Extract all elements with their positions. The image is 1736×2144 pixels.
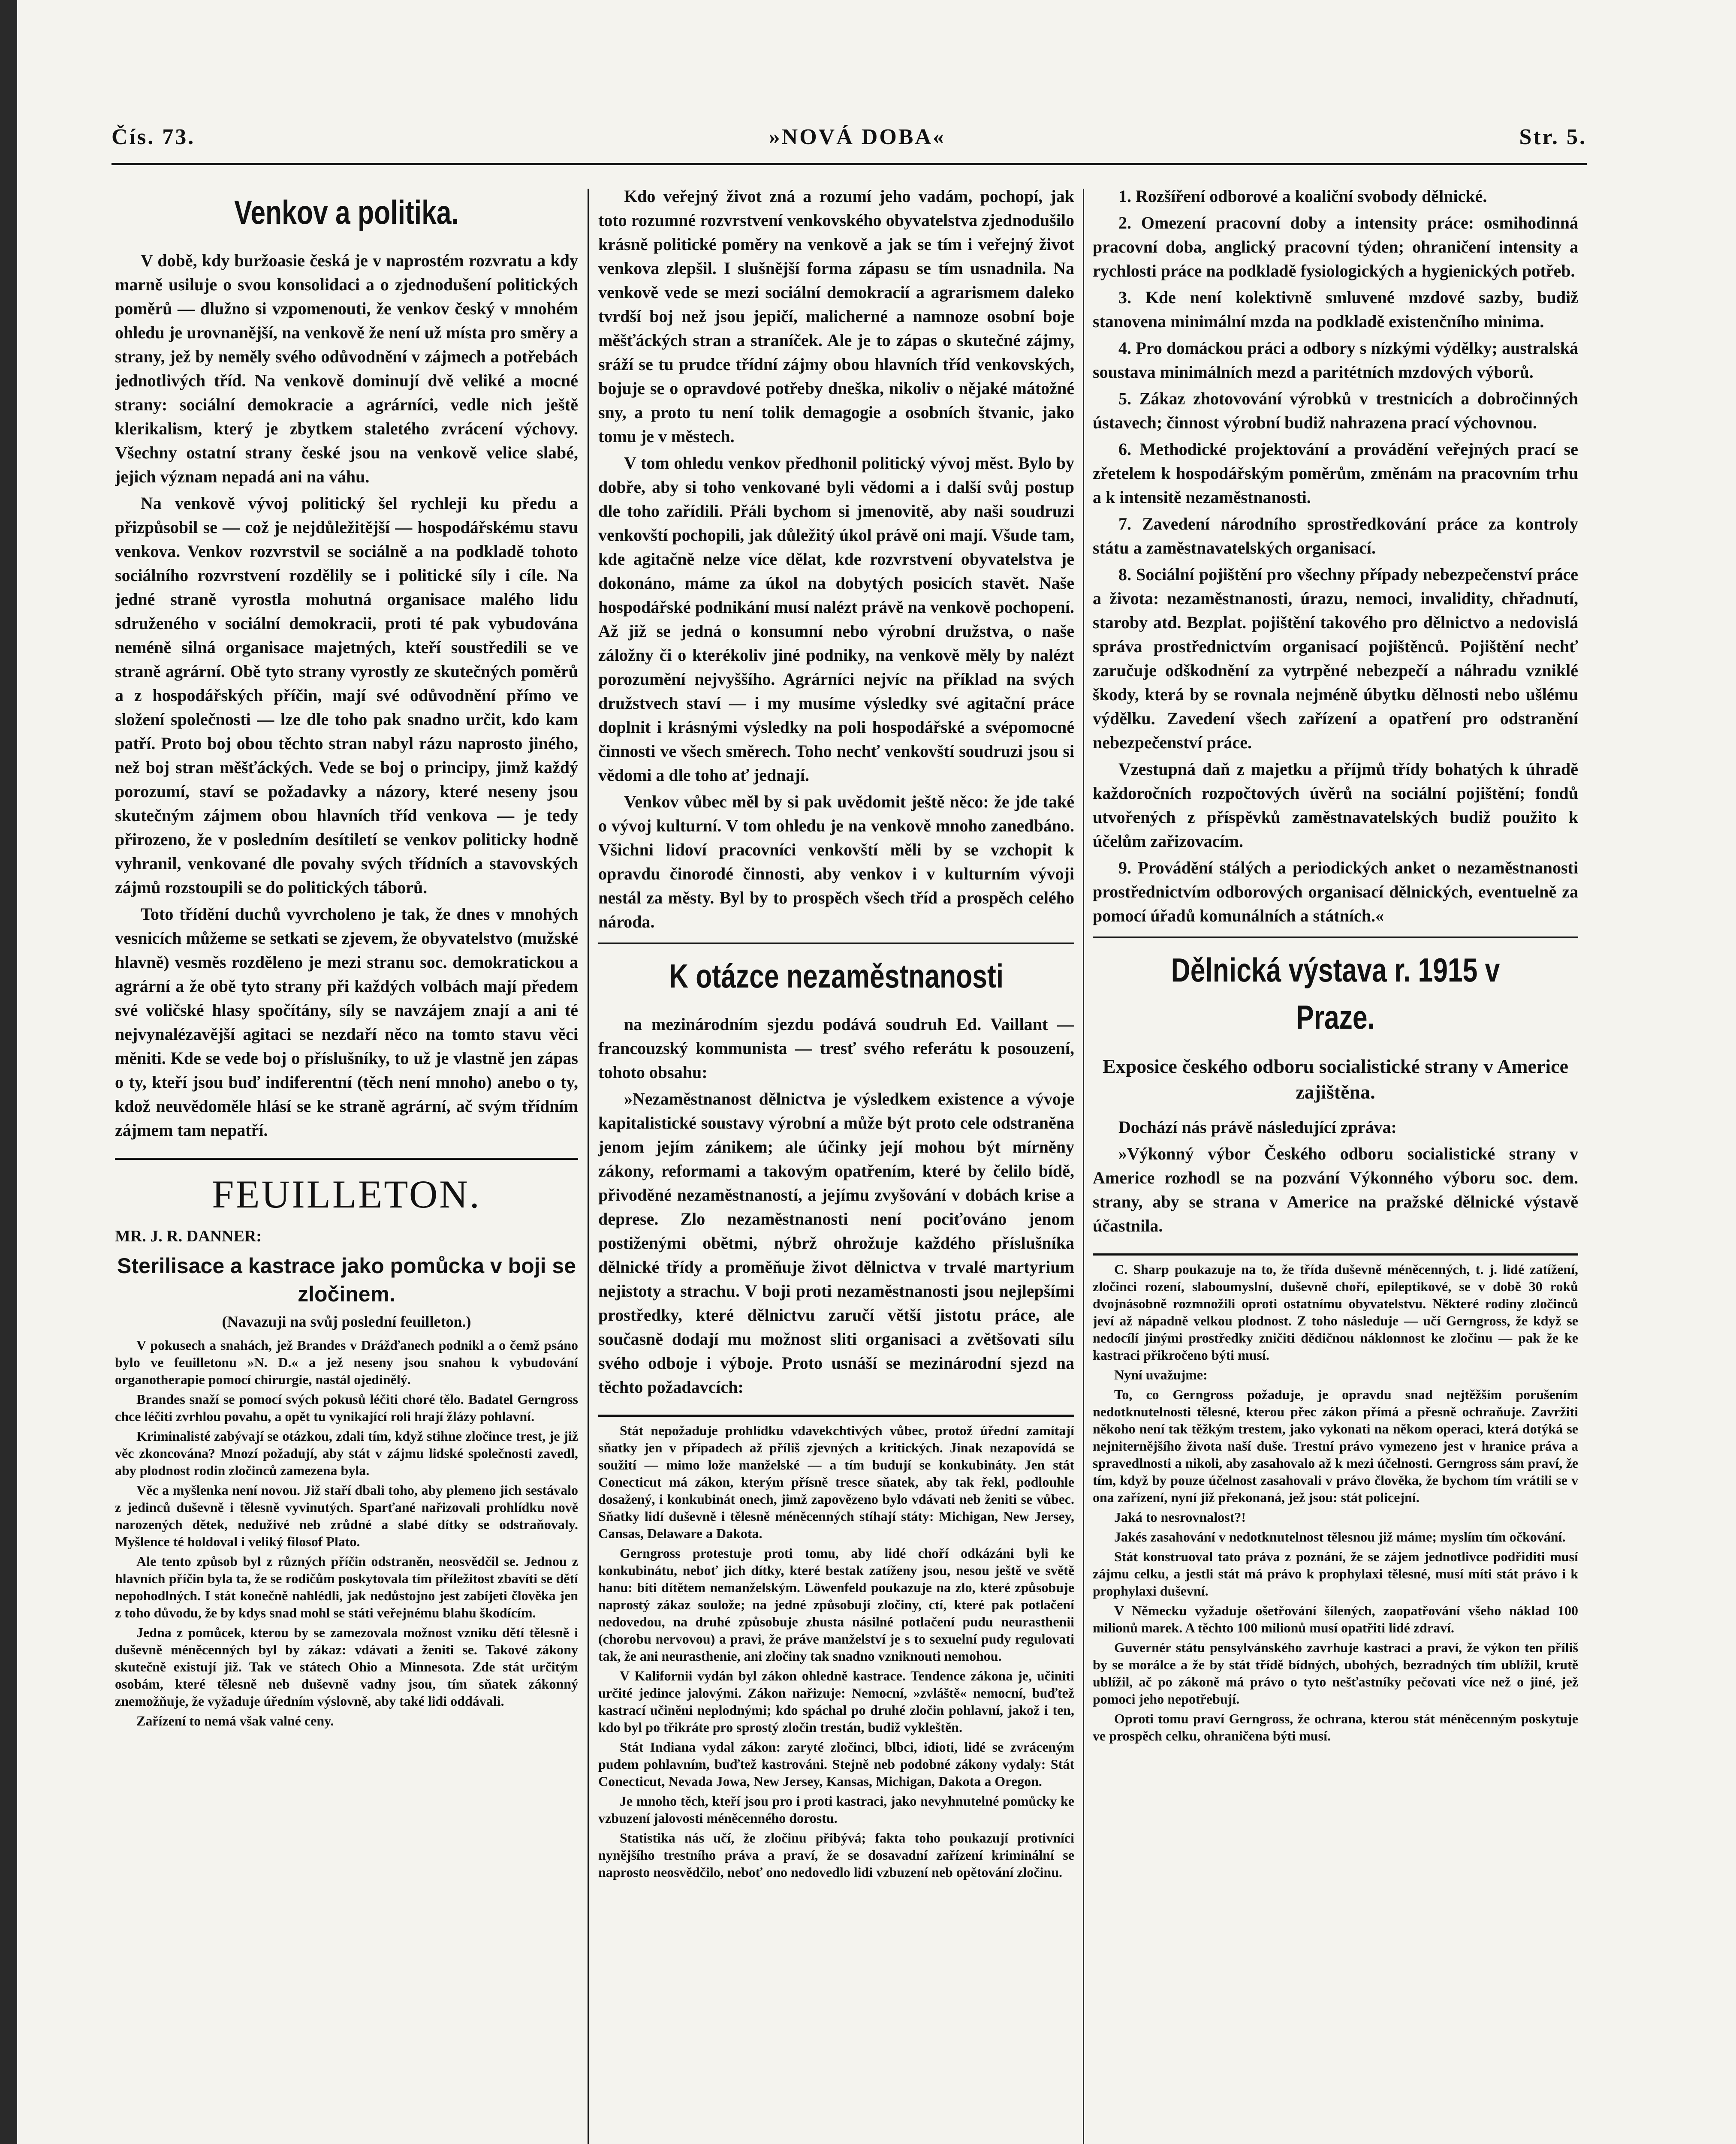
list-item: Vzestupná daň z majetku a příjmů třídy bohatých k úhradě každoročních rozpočtových úvěrů na sociální pojištění; fondů utvořených z příspěvků zaměstnavatelských budiž použito k účelům zařizovacím.	[1093, 759, 1578, 851]
paragraph: Kriminalisté zabývají se otázkou, zdali tím, když stihne zločince trest, je již věc zkoncována? Mnozí požadují, aby stát v zájmu lidské společnosti zavedl, aby plodnost rodin zločinců zamezena byla.	[115, 1428, 578, 1478]
paragraph: V pokusech a snahách, jež Brandes v Drážďanech podnikl a o čemž psáno bylo ve feuilletonu »N. D.« a jež neseny jsou snahou k vybudování organotherapie pomocí chirurgie, nastál ojedinělý.	[115, 1337, 578, 1387]
paragraph: Na venkově vývoj politický šel rychleji ku předu a přizpůsobil se — což je nejdůležitější — hospodářskému stavu venkova. Venkov rozvrstvil se sociálně a na podkladě tohoto sociálního rozvrstvení rozdělily se i politické síly i cíle. Na jedné straně vyrostla mohutná organisace malého lidu sdruženého v sociální demokracii, proti té pak vybudována neméně silná organisace majetných, kteří soustředili se ve straně agrární. Obě tyto strany vyrostly ze skutečných poměrů a z hospodářských příčin, mají své odůvodnění přímo ve složení společnosti — lze dle toho pak snadno určit, kdo kam patří. Proto boj obou těchto stran nabyl rázu naprosto jiného, než boj stran měšťáckých. Vede se boj o principy, jimž každý porozumí, staví se požadavky a názory, které neseny jsou skutečným zájmem obou hlavních tříd venkova — je tedy přirozeno, že v posledním desítiletí se venkov politicky hodně vyhranil, venkované dle povahy svých třídních a stavovských zájmů rozstoupili se do politických táborů.	[115, 494, 578, 897]
paragraph: Nyní uvažujme:	[1114, 1367, 1208, 1382]
article-subtitle-vystava: Exposice českého odboru socialistické strany v Americe zajištěna.	[1102, 1055, 1568, 1103]
list-item: 1. Rozšíření odborové a koaliční svobody dělnické.	[1118, 187, 1487, 206]
paragraph: Věc a myšlenka není novou. Již staří dbali toho, aby plemeno jich sestávalo z jedinců duševně i tělesně vyvinutých. Sparťané nařizovali prohlídku nově narozených dětek, neduživé neb zrůdné a slabé dítky se odstraňovaly. Myšlence té holdoval i veliký filosof Plato.	[115, 1482, 578, 1549]
page-header	[112, 124, 1587, 165]
paragraph: na mezinárodním sjezdu podává soudruh Ed. Vaillant — francouzský kommunista — tresť svého referátu k posouzení, tohoto obsahu:	[598, 1015, 1074, 1082]
section-rule	[598, 943, 1074, 944]
column-rule	[1083, 189, 1084, 2144]
paragraph: V době, kdy buržoasie česká je v naprostém rozvratu a kdy marně usiluje o svou konsolidaci a o zjednodušení politických poměrů — dlužno si vzpomenouti, že venkov český v mnohém ohledu je urovnanější, na venkově že není už místa pro směry a strany, jež by neměly svého odůvodnění v zájmech a potřebách jednotlivých tříd. Na venkově dominují dvě veliké a mocné strany: sociální demokracie a agrárníci, vedle nich ještě klerikalism, který je zbytkem staletého zvrácení výchovy. Všechny ostatní strany české jsou na venkově velice slabé, jejich význam nepadá ani na váhu.	[115, 251, 578, 486]
section-rule	[115, 1158, 578, 1160]
paragraph: »Výkonný výbor Českého odboru socialistické strany v Americe rozhodl se na pozvání Výkonného výboru soc. dem. strany, aby se strana v Americe na pražské dělnické výstavě účastnila.	[1093, 1144, 1578, 1235]
article-title-venkov: Venkov a politika.	[234, 193, 459, 231]
list-item: 5. Zákaz zhotovování výrobků v trestnicích a dobročinných ústavech; činnost výrobní budiž nahrazena prací výchovnou.	[1093, 389, 1578, 432]
section-rule	[598, 1415, 1074, 1417]
feuilleton-subtitle: Sterilisace a kastrace jako pomůcka v boji se zločinem.	[117, 1254, 576, 1306]
column-rule	[588, 189, 589, 2144]
page-number: Str. 5.	[1519, 125, 1587, 149]
column-2	[598, 184, 1074, 2144]
paragraph: Oproti tomu praví Gerngross, že ochrana, kterou stát méněcenným poskytuje ve prospěch celku, ohraničena býti musí.	[1093, 1711, 1578, 1744]
scan-edge	[0, 0, 17, 2144]
paragraph: Gerngross protestuje proti tomu, aby lidé choří odkázáni byli ke konkubinátu, neboť jich dítky, které bestak zatíženy jsou, nesou ještě ve světě hanu: bíti dítětem nemanželským. Löwenfeld poukazuje na zlo, které způsobuje naprostý zákaz soulože; na jedné způsobují zločiny, ctí, které pak potlačení nedovedou, na druhé způsobuje zhusta násilné potlačení pudu neurasthenii (chorobu nervovou) a pravi, že práve manželství je s to sexuelní pudy regulovati tak, že ani neurasthenie, ani zločiny tak snadno vzniknouti nemohou.	[598, 1545, 1074, 1664]
list-item: 7. Zavedení národního sprostředkování práce za kontroly státu a zaměstnavatelských organisací.	[1093, 514, 1578, 557]
article-title-nezamestnanost: K otázce nezaměstnanosti	[669, 957, 1004, 995]
paragraph: Jakés zasahování v nedotknutelnost tělesnou již máme; myslím tím očkování.	[1114, 1529, 1566, 1545]
section-rule	[1093, 1253, 1578, 1256]
list-item: 4. Pro domáckou práci a odbory s nízkými výdělky; australská soustava minimálních mezd a paritétních mzdových výborů.	[1093, 338, 1578, 382]
feuilleton-note: (Navazuji na svůj poslední feuilleton.)	[222, 1313, 471, 1330]
paragraph: Kdo veřejný život zná a rozumí jeho vadám, pochopí, jak toto rozumné rozvrstvení venkovského obyvatelstva zjednodušilo krásně politické poměry na venkově a jak se tím i veřejný život venkova zlepšil. I slušnější forma zápasu se tím usnadnila. Na venkově vede se mezi sociální demokracií a agrarismem daleko tvrdší boj než jsou jepičí, malicherné a namnoze osobní boje měšťáckých stran a straníček. Ale je to zápas o skutečné zájmy, sráží se tu prudce třídní zájmy obou hlavních tříd venkovských, bojuje se o opravdové potřeby dneška, nikoliv o nějaké mátožné sny, a proto tu není tolik demagogie a osobních štvanic, jako tomu je v městech.	[598, 187, 1074, 446]
paragraph: Stát Indiana vydal zákon: zaryté zločinci, blbci, idioti, lidé se zvráceným pudem pohlavním, buďtež kastrováni. Stejně neb podobné zákony vydaly: Stát Conecticut, Nevada Jowa, New Jersey, Kansas, Michigan, Dakota a Oregon.	[598, 1739, 1074, 1789]
paragraph: Stát konstruoval tato práva z poznání, že se zájem jednotlivce podřiditi musí zájmu celku, a jestli stát má právo k prophylaxi tělesné, musí míti stát právo i k prophylaxi duševní.	[1093, 1549, 1578, 1599]
paragraph: Toto třídění duchů vyvrcholeno je tak, že dnes v mnohých vesnicích můžeme se setkati se zjevem, že obyvatelstvo (mužské hlavně) vesměs rozděleno je mezi stranu soc. demokratickou a agrární a že obě tyto strany při každých volbách mají předem své voličské hlasy spočítány, síly se navzájem znají a ani té nejvynalézavější agitaci se nezdaří něco na tomto stavu věci měniti. Kde se vede boj o příslušníky, to už je vlastně jen zápas o ty, kteří jsou buď indiferentní (těch není mnoho) anebo o ty, kdož neuvědoměle hlásí se ke straně agrární, ač svým třídním zájmem tam nepatří.	[115, 904, 578, 1140]
list-item: 8. Sociální pojištění pro všechny případy nebezpečenství práce a života: nezaměstnanosti, úrazu, nemoci, invalidity, chřadnutí, staroby atd. Bezplat. pojištění takového pro dělnictvo a nedovislá správa prostřednictvím organisací pojištěnců. Pojištění nechť zaručuje odškodnění za vytrpěné nebezpečí a náhradu vzniklé škody, která by se rovnala nejméně úbytku dělnosti nebo ušlému výdělku. Zavedení všech zařízení a opatření pro odstranění nebezpečenství práce.	[1093, 565, 1578, 752]
paragraph: Jedna z pomůcek, kterou by se zamezovala možnost vzniku dětí tělesně i duševně méněcenných byl by zákaz: vdávati a ženiti se. Takové zákony skutečně existují již. Tak ve státech Ohio a Minnesota. Zde stát určitým osobám, které tělesně neb duševně vadny jsou, tím sňatek zákonný znemožňuje, že vyžaduje úředním výslovně, aby také lidi oddávali.	[115, 1625, 578, 1709]
list-item: 6. Methodické projektování a provádění veřejných prací se zřetelem k hospodářským poměrům, změnám na pracovním trhu a k intensitě nezaměstnanosti.	[1093, 440, 1578, 507]
paragraph: C. Sharp poukazuje na to, že třída duševně méněcenných, t. j. lidé zatížení, zločinci rození, slaboumyslní, duševně choří, epileptikové, se v době 30 roků dvojnásobně rozmnožili oproti ostatnímu obyvatelstvu. Některé rodiny zločinců jeví až nápadně velkou plodnost. Z toho následuje — učí Gerngross, že když se nedocílí jinými prostředky zničiti dědičnou náklonnost ke zločinu — pak že ke kastraci přikročeno býti musí.	[1093, 1262, 1578, 1363]
paragraph: Jaká to nesrovnalost?!	[1114, 1509, 1246, 1525]
list-item: 9. Provádění stálých a periodických anket o nezaměstnanosti prostřednictvím odborových organisací dělnických, eventuelně za pomocí úřadů komunálních a státních.«	[1093, 858, 1578, 925]
list-item: 2. Omezení pracovní doby a intensity práce: osmihodinná pracovní doba, anglický pracovní týden; ohraničení intensity a rychlosti práce na podkladě fysiologických a hygienických potřeb.	[1093, 213, 1578, 280]
article-title-vystava: Dělnická výstava r. 1915 v Praze.	[1171, 951, 1500, 1036]
feuilleton-title: FEUILLETON.	[212, 1172, 481, 1216]
column-3	[1093, 184, 1578, 2144]
paragraph: Ale tento způsob byl z různých příčin odstraněn, neosvědčil se. Jednou z hlavních příčin byla ta, že se rodičům poskytovala tím příležitost zbavíti se dětí nepohodlných. I stát konečně nahlédli, jak nedůstojno jest zabíjeti člověka jen z toho důvodu, že by kdys snad mohl se státi veřejnému blahu škodícím.	[115, 1554, 578, 1620]
paragraph: V Kalifornii vydán byl zákon ohledně kastrace. Tendence zákona je, učiniti určité jedince jalovými. Zákon nařizuje: Nemocní, »zvláště« nemocní, buďtež kastrací učiněni neplodnými; kdo spáchal po druhé zločin pohlavní, jakož i ten, kdo byl po třikráte pro sprostý zločin trestán, budiž vykleštěn.	[598, 1668, 1074, 1735]
paragraph: Brandes snaží se pomocí svých pokusů léčiti choré tělo. Badatel Gerngross chce léčiti zvrhlou povahu, a opět tu vynikající roli hrají žlázy pohlavní.	[115, 1391, 578, 1424]
paragraph: Statistika nás učí, že zločinu přibývá; fakta toho poukazují protivníci nynějšího trestního práva a praví, že se dosavadní zařízení kriminální se naprosto neosvědčilo, neboť ono nedovedlo lidi vzbuzení neb opětování zločinu.	[598, 1830, 1074, 1880]
paragraph: Venkov vůbec měl by si pak uvědomit ještě něco: že jde také o vývoj kulturní. V tom ohledu je na venkově mnoho zanedbáno. Všichni lidoví pracovníci venkovští měli by se vzchopit k opravdu činorodé činnosti, aby venkov i v kulturním vývoji nestál za městy. Byl by to prospěch všech tříd a prospěch celého národa.	[598, 792, 1074, 931]
paragraph: Zařízení to nemá však valné ceny.	[136, 1713, 334, 1728]
paragraph: Guvernér státu pensylvánského zavrhuje kastraci a praví, že výkon ten příliš by se morálce a že by stát třídě bídných, ubohých, bezradných tím ublížil, krutě ublížil, ač po zákoně má právo o tyto nešťastníky pečovati více než o jiné, jež pomoci jeho nepotřebují.	[1093, 1640, 1578, 1707]
paragraph: V Německu vyžaduje ošetřování šílených, zaopatřování všeho náklad 100 milionů marek. A těchto 100 milionů musí opatřiti lidé zdraví.	[1093, 1603, 1578, 1635]
list-item: 3. Kde není kolektivně smluvené mzdové sazby, budiž stanovena minimální mzda na podkladě existenčního minima.	[1093, 288, 1578, 331]
feuilleton-author: MR. J. R. DANNER:	[115, 1227, 262, 1245]
section-rule	[1093, 936, 1578, 938]
paragraph: Je mnoho těch, kteří jsou pro i proti kastraci, jako nevyhnutelné pomůcky ke vzbuzení jalovosti méněcenného dorostu.	[598, 1793, 1074, 1826]
paragraph: »Nezaměstnanost dělnictva je výsledkem existence a vývoje kapitalistické soustavy výrobní a může být proto cele odstraněna jenom jejím zánikem; ale účinky její mohou být mírněny zákony, reformami a takovým opatřením, které by čelilo bídě, přivoděné nezaměstnaností, a jejímu zvyšování v dobách krise a deprese. Zlo nezaměstnanosti není pociťováno jenom postiženými obětmi, nýbrž ohrožuje každého příslušníka dělnické třídy a proměňuje život dělnictva v trvalé martyrium nejistoty a strachu. V boji proti nezaměstnanosti jsou nejlepšími prostředky, které dělnictvu zaručí větší jistotu práce, ale současně dodají mu možnost sliti organisaci a zvětšovati sílu svého odboje i výboje. Proto usnáší se mezinárodní sjezd na těchto požadavcích:	[598, 1089, 1074, 1397]
paragraph: To, co Gerngross požaduje, je opravdu snad nejtěžším porušením nedotknutelnosti tělesné, kterou přec zákon přímá a přesně ochraňuje. Zavržiti někoho není tak těžkým trestem, jako vykonati na někom operaci, která dotýká se nejniternějšího života naší duše. Trestní právo vymezeno jest v hranice práva a spravedlnosti a nikoli, aby zasahovalo až k mezi účelnosti. Gerngross sám praví, že tím, když by pouze účelnost zasahovali v právo člověka, že bychom tím vrátili se v ona zařízení, nyní již překonaná, jež jsou: stát policejní.	[1093, 1387, 1578, 1505]
paragraph: V tom ohledu venkov předhonil politický vývoj měst. Bylo by dobře, aby si toho venkované byli vědomi a i další svůj postup dle toho zařídili. Přáli bychom si jmenovitě, aby naši soudruzi venkovští pochopili, jak důležitý úkol právě oni mají. Všude tam, kde agitačně nelze více dělat, kde rozvrstvení obyvatelstva je dokonáno, máme za úkol na dobytých posicích stavět. Naše hospodářské podnikání musí nalézt právě na venkově pochopení. Až již se jedná o konsumní nebo výrobní družstva, o naše záložny či o kterékoliv jiné podniky, na venkově měly by nalézt porozumění nejvyššího. Agrárníci nejvíc na příklad na svých družstvech staví — i my musíme výsledky své agitační práce doplnit i krásnými výsledky na poli hospodářské a svépomocné činnosti ve všech směrech. Toho nechť venkovští soudruzi jsou si vědomi a dle toho ať jednají.	[598, 453, 1074, 785]
column-1	[115, 184, 578, 2144]
paragraph: Stát nepožaduje prohlídku vdavekchtivých vůbec, protož úřední zamítají sňatky jen v případech až příliš zjevných a kritických. Jinak nezapovídá se soužití — mimo lože manželské — a tím budují se konkubináty. Jen stát Conecticut má zákon, kterým přísně tresce sňatek, aby tak řekl, podlouhle dosažený, i konkubinát onech, jimž zapovězeno bylo vdávati neb ženiti se vůbec. Sňatky lidí duševně i tělesně méněcenných stíhají státy: Michigan, New Jersey, Cansas, Delaware a Dakota.	[598, 1423, 1074, 1541]
paragraph: Dochází nás právě následující zpráva:	[1118, 1117, 1397, 1137]
masthead: »NOVÁ DOBA«	[769, 125, 946, 149]
issue-number: Čís. 73.	[112, 125, 196, 149]
